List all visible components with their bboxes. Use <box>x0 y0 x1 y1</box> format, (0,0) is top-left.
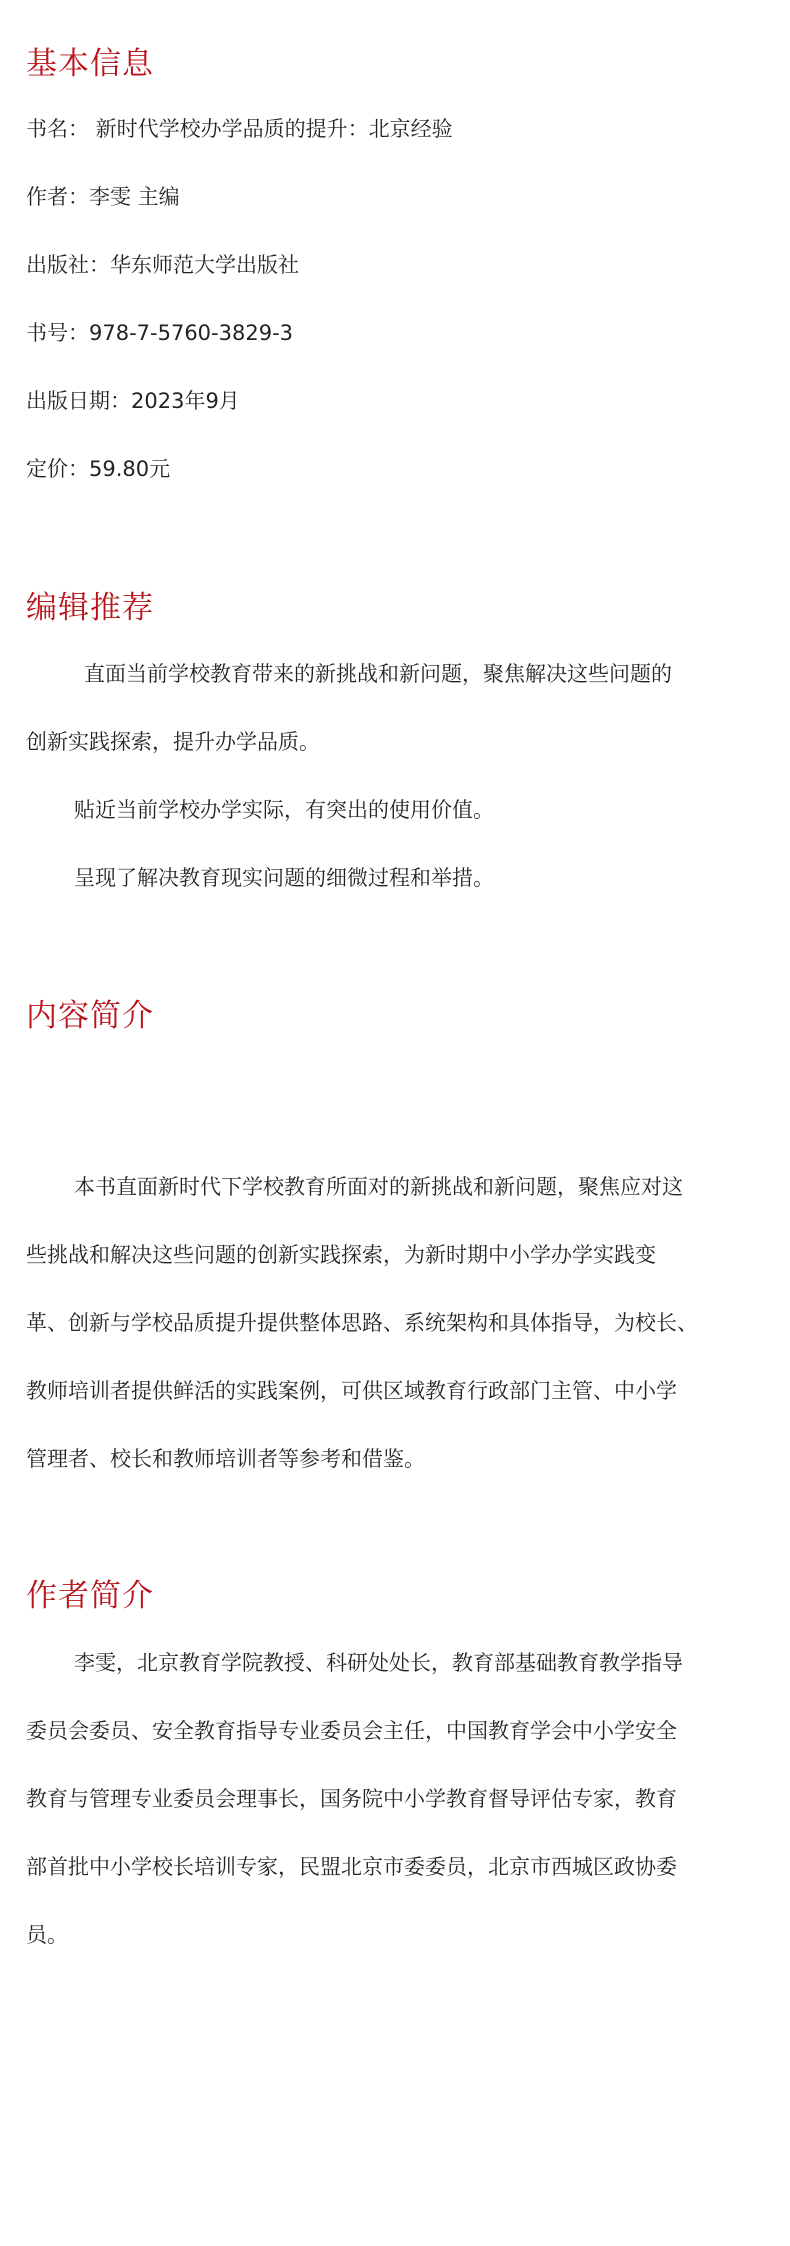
editor-recommend-heading: 编辑推荐 <box>26 590 154 626</box>
content-intro-line: 管理者、校长和教师培训者等参考和借鉴。 <box>26 1447 425 1471</box>
book-publisher: 出版社：华东师范大学出版社 <box>26 253 299 277</box>
author-intro-line: 李雯，北京教育学院教授、科研处处长，教育部基础教育教学指导 <box>74 1651 683 1675</box>
book-pub-date: 出版日期：2023年9月 <box>26 389 240 413</box>
author-intro-line: 教育与管理专业委员会理事长，国务院中小学教育督导评估专家，教育 <box>26 1787 677 1811</box>
content-intro-line: 本书直面新时代下学校教育所面对的新挑战和新问题，聚焦应对这 <box>74 1175 683 1199</box>
editor-recommend-line: 创新实践探索，提升办学品质。 <box>26 730 320 754</box>
editor-recommend-line: 贴近当前学校办学实际，有突出的使用价值。 <box>74 798 494 822</box>
author-intro-line: 委员会委员、安全教育指导专业委员会主任，中国教育学会中小学安全 <box>26 1719 677 1743</box>
content-intro-line: 教师培训者提供鲜活的实践案例，可供区域教育行政部门主管、中小学 <box>26 1379 677 1403</box>
content-intro-heading: 内容简介 <box>26 998 154 1034</box>
basic-info-heading: 基本信息 <box>26 46 154 82</box>
author-intro-line: 部首批中小学校长培训专家，民盟北京市委委员，北京市西城区政协委 <box>26 1855 677 1879</box>
editor-recommend-line: 呈现了解决教育现实问题的细微过程和举措。 <box>74 866 494 890</box>
editor-recommend-line: 直面当前学校教育带来的新挑战和新问题，聚焦解决这些问题的 <box>84 662 672 686</box>
content-intro-line: 些挑战和解决这些问题的创新实践探索，为新时期中小学办学实践变 <box>26 1243 656 1267</box>
book-isbn: 书号：978-7-5760-3829-3 <box>26 321 294 345</box>
book-name: 书名： 新时代学校办学品质的提升：北京经验 <box>26 117 453 141</box>
author-intro-heading: 作者简介 <box>26 1578 154 1614</box>
book-price: 定价：59.80元 <box>26 457 171 481</box>
content-intro-line: 革、创新与学校品质提升提供整体思路、系统架构和具体指导，为校长、 <box>26 1311 698 1335</box>
author-intro-line: 员。 <box>26 1923 68 1947</box>
book-author: 作者：李雯 主编 <box>26 185 180 209</box>
